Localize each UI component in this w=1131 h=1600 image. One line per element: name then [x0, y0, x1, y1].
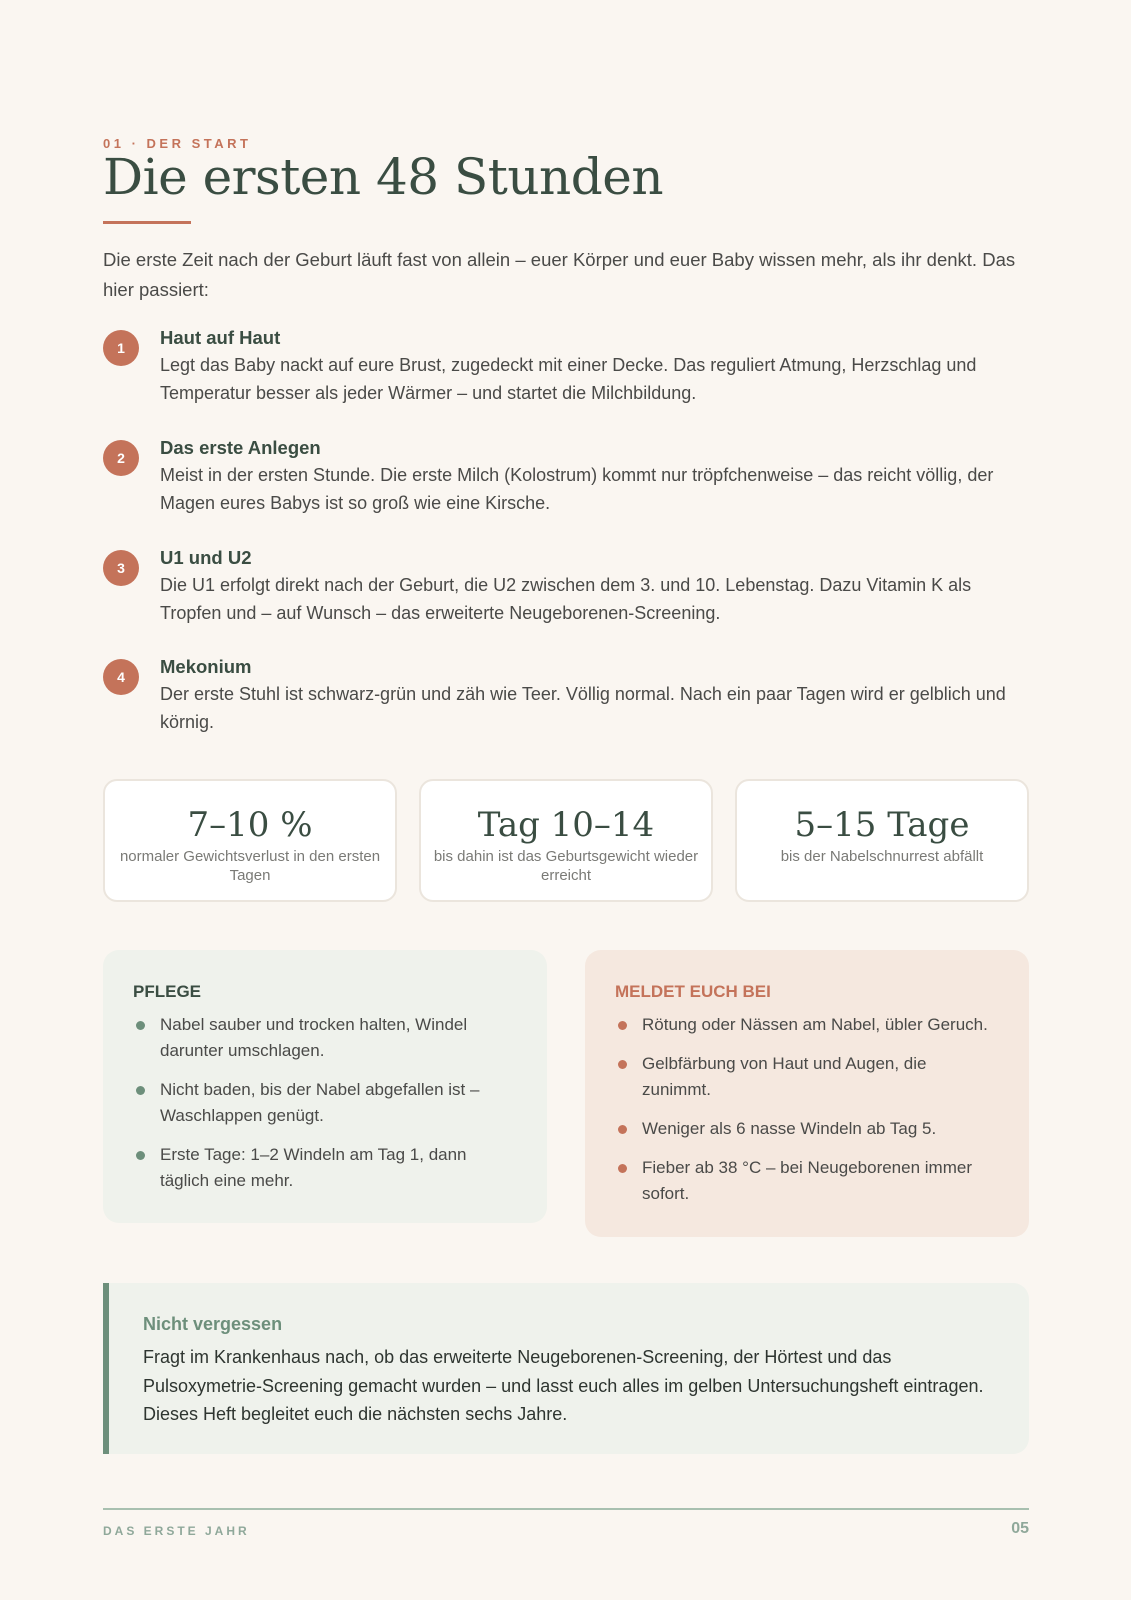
step-title: Das erste Anlegen — [160, 437, 321, 458]
reminder-heading: Nicht vergessen — [143, 1314, 283, 1334]
step-content — [160, 654, 1029, 736]
footer-divider — [103, 1508, 1029, 1510]
care-item-text: Nabel sauber und trocken halten, Windel darunter umschlagen. — [160, 1015, 468, 1060]
step-content — [160, 435, 1029, 517]
care-item-text: Nicht baden, bis der Nabel abgefallen ist – Waschlappen genügt. — [160, 1080, 480, 1125]
reminder-text: Fragt im Krankenhaus nach, ob das erweiterte Neugeborenen-Screening, der Hörtest und das Pulsoxymetrie-Screening gemacht wurden – und lasst euch alles im gelben Untersuchungsheft eintragen. Dieses Heft begleitet euch die nächsten sechs Jahre. — [143, 1347, 984, 1424]
step-title: U1 und U2 — [160, 547, 252, 568]
list-item — [615, 1155, 999, 1207]
step-number-badge: 3 — [103, 550, 139, 586]
care-item-text: Erste Tage: 1–2 Windeln am Tag 1, dann täglich eine mehr. — [160, 1145, 467, 1190]
alert-heading: MELDET EUCH BEI — [615, 982, 771, 1001]
alert-item-text: Fieber ab 38 °C – bei Neugeborenen immer sofort. — [642, 1158, 972, 1203]
stat-value: Tag 10–14 — [477, 805, 655, 845]
step-number-badge: 1 — [103, 330, 139, 366]
stat-card — [419, 779, 713, 902]
stat-value: 5–15 Tage — [794, 805, 970, 845]
bullet-dot-icon — [618, 1125, 627, 1134]
stat-label: normaler Gewichtsverlust in den ersten Tagen — [119, 848, 381, 884]
reminder-callout — [103, 1283, 1029, 1454]
bullet-dot-icon — [136, 1021, 145, 1030]
bullet-dot-icon — [618, 1060, 627, 1069]
list-item — [133, 1142, 517, 1194]
bullet-dot-icon — [136, 1151, 145, 1160]
step-content — [160, 545, 1029, 627]
step-text: Legt das Baby nackt auf eure Brust, zugedeckt mit einer Decke. Das reguliert Atmung, Herzschlag und Temperatur besser als jeder Wärmer – und startet die Milchbildung. — [160, 355, 977, 403]
alert-item-text: Weniger als 6 nasse Windeln ab Tag 5. — [642, 1119, 937, 1138]
footer-title: DAS ERSTE JAHR — [103, 1524, 250, 1538]
page-number: 05 — [1011, 1520, 1029, 1537]
step-content — [160, 325, 1029, 407]
step-number-badge: 2 — [103, 440, 139, 476]
page — [103, 0, 1029, 1600]
step-title: Haut auf Haut — [160, 327, 281, 348]
alert-box — [585, 950, 1029, 1237]
stats-row — [103, 779, 1029, 902]
alert-list — [615, 1012, 999, 1207]
bullet-dot-icon — [618, 1021, 627, 1030]
list-item — [133, 1077, 517, 1129]
care-heading: PFLEGE — [133, 982, 202, 1001]
list-item — [615, 1012, 999, 1038]
care-box — [103, 950, 547, 1223]
bullet-dot-icon — [618, 1164, 627, 1173]
title-underline — [103, 221, 191, 224]
alert-item-text: Rötung oder Nässen am Nabel, übler Geruch. — [642, 1015, 988, 1034]
list-item — [615, 1051, 999, 1103]
step-title: Mekonium — [160, 656, 252, 677]
list-item — [133, 1012, 517, 1064]
stat-card — [103, 779, 397, 902]
intro-paragraph: Die erste Zeit nach der Geburt läuft fast von allein – euer Körper und euer Baby wissen mehr, als ihr denkt. Das hier passiert: — [103, 249, 1016, 300]
stat-label: bis der Nabelschnurrest abfällt — [780, 848, 984, 865]
alert-item-text: Gelbfärbung von Haut und Augen, die zunimmt. — [642, 1054, 927, 1099]
stat-label: bis dahin ist das Geburtsgewicht wieder erreicht — [433, 848, 699, 884]
step-text: Der erste Stuhl ist schwarz-grün und zäh wie Teer. Völlig normal. Nach ein paar Tagen wird er gelblich und körnig. — [160, 684, 1006, 732]
stat-value: 7–10 % — [187, 805, 313, 845]
list-item — [615, 1116, 999, 1142]
page-title: Die ersten 48 Stunden — [103, 148, 664, 206]
section-kicker: 01 · DER START — [103, 136, 252, 151]
step-text: Die U1 erfolgt direkt nach der Geburt, die U2 zwischen dem 3. und 10. Lebenstag. Dazu Vitamin K als Tropfen und – auf Wunsch – das erweiterte Neugeborenen-Screening. — [160, 575, 972, 623]
step-number-badge: 4 — [103, 659, 139, 695]
step-text: Meist in der ersten Stunde. Die erste Milch (Kolostrum) kommt nur tröpfchenweise – das reicht völlig, der Magen eures Babys ist so groß wie eine Kirsche. — [160, 465, 994, 513]
stat-card — [735, 779, 1029, 902]
care-list — [133, 1012, 517, 1194]
bullet-dot-icon — [136, 1086, 145, 1095]
